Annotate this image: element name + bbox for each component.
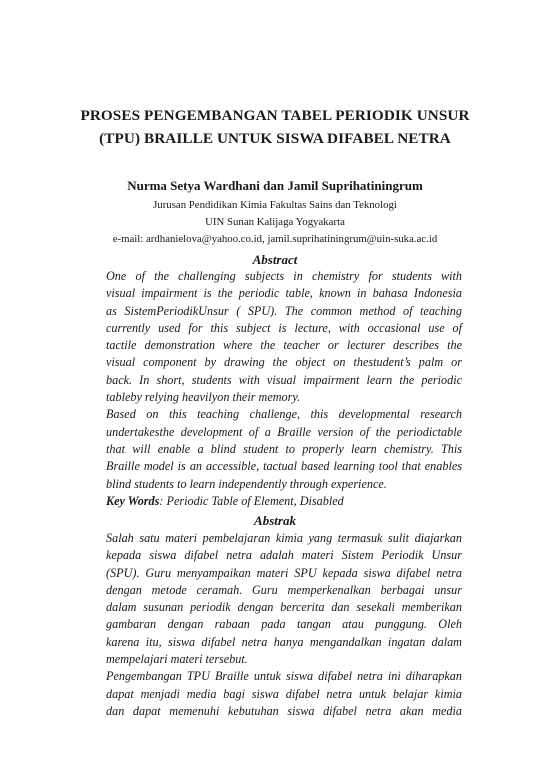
abstract-line: undertakesthe development of a Braille version of the periodictable	[106, 424, 462, 439]
abstrak-line: mempelajari materi tersebut.	[106, 652, 248, 667]
paper-title	[60, 104, 490, 150]
keywords-value: : Periodic Table of Element, Disabled	[159, 493, 344, 508]
abstract-line: as SistemPeriodikUnsur ( SPU). The common method of teaching	[106, 303, 462, 318]
abstract-line: blind students to learn independently through experience.	[106, 476, 387, 491]
abstrak-line: dan dapat memenuhi kebutuhan siswa difabel netra akan media	[106, 703, 462, 718]
author-affiliation	[60, 197, 490, 248]
abstract-line: visual component by drawing the object on thestudent’s palm or	[106, 355, 462, 370]
abstrak-line: (SPU). Guru menyampaikan materi SPU kepada siswa difabel netra	[106, 565, 462, 580]
abstract-line: One of the challenging subjects in chemistry for students with	[106, 269, 462, 283]
title-line: PROSES PENGEMBANGAN TABEL PERIODIK UNSUR	[80, 107, 470, 124]
keywords-label: Key Words	[106, 493, 160, 508]
affiliation-department: Jurusan Pendidikan Kimia Fakultas Sains dan Teknologi	[153, 199, 397, 211]
abstract-english	[106, 268, 462, 510]
abstrak-heading: Abstrak	[254, 513, 296, 528]
abstrak-line: Pengembangan TPU Braille untuk siswa difabel netra ini diharapkan	[106, 669, 462, 684]
abstract-line: currently used for this subject is lecture, with occasional use of	[106, 320, 462, 335]
abstract-line: back. In short, students with visual impairment learn the periodic	[106, 372, 462, 387]
abstract-line: Based on this teaching challenge, this developmental research	[106, 407, 462, 422]
abstrak-line: dengan metode ceramah. Guru memperkenalkan berbagai unsur	[106, 582, 462, 597]
abstract-line: that will enable a blind student to properly learn chemistry. This	[106, 441, 462, 456]
abstract-line: Braille model is an accessible, tactual based learning tool that enables	[106, 459, 462, 474]
author-names: Nurma Setya Wardhani dan Jamil Suprihatiningrum	[127, 178, 423, 193]
abstract-line: visual impairment is the periodic table, known in bahasa Indonesia	[106, 286, 462, 301]
abstrak-line: gambaran dengan rabaan pada tangan atau punggung. Oleh	[106, 617, 462, 632]
abstrak-line: Salah satu materi pembelajaran kimia yang termasuk sulit diajarkan	[106, 531, 462, 545]
abstrak-line: kepada siswa difabel netra adalah materi Sistem Periodik Unsur	[106, 548, 462, 563]
title-line: (TPU) BRAILLE UNTUK SISWA DIFABEL NETRA	[99, 130, 451, 147]
abstract-line: tactile demonstration where the teacher or lecturer describes the	[106, 338, 462, 353]
abstrak-line: dapat menjadi media bagi siswa difabel netra untuk belajar kimia	[106, 686, 462, 701]
abstract-heading: Abstract	[252, 252, 298, 267]
abstrak-line: dalam susunan periodik dengan bercerita dan sesekali memberikan	[106, 600, 462, 615]
author-emails: e-mail: ardhanielova@yahoo.co.id, jamil.suprihatiningrum@uin-suka.ac.id	[112, 233, 438, 245]
keywords-line	[106, 493, 462, 510]
abstract-line: tableby relying heavilyon their memory.	[106, 390, 301, 405]
affiliation-university: UIN Sunan Kalijaga Yogyakarta	[205, 216, 345, 228]
abstrak-line: karena itu, siswa difabel netra hanya mengandalkan ingatan dalam	[106, 634, 462, 649]
abstrak-indonesian	[106, 530, 462, 720]
